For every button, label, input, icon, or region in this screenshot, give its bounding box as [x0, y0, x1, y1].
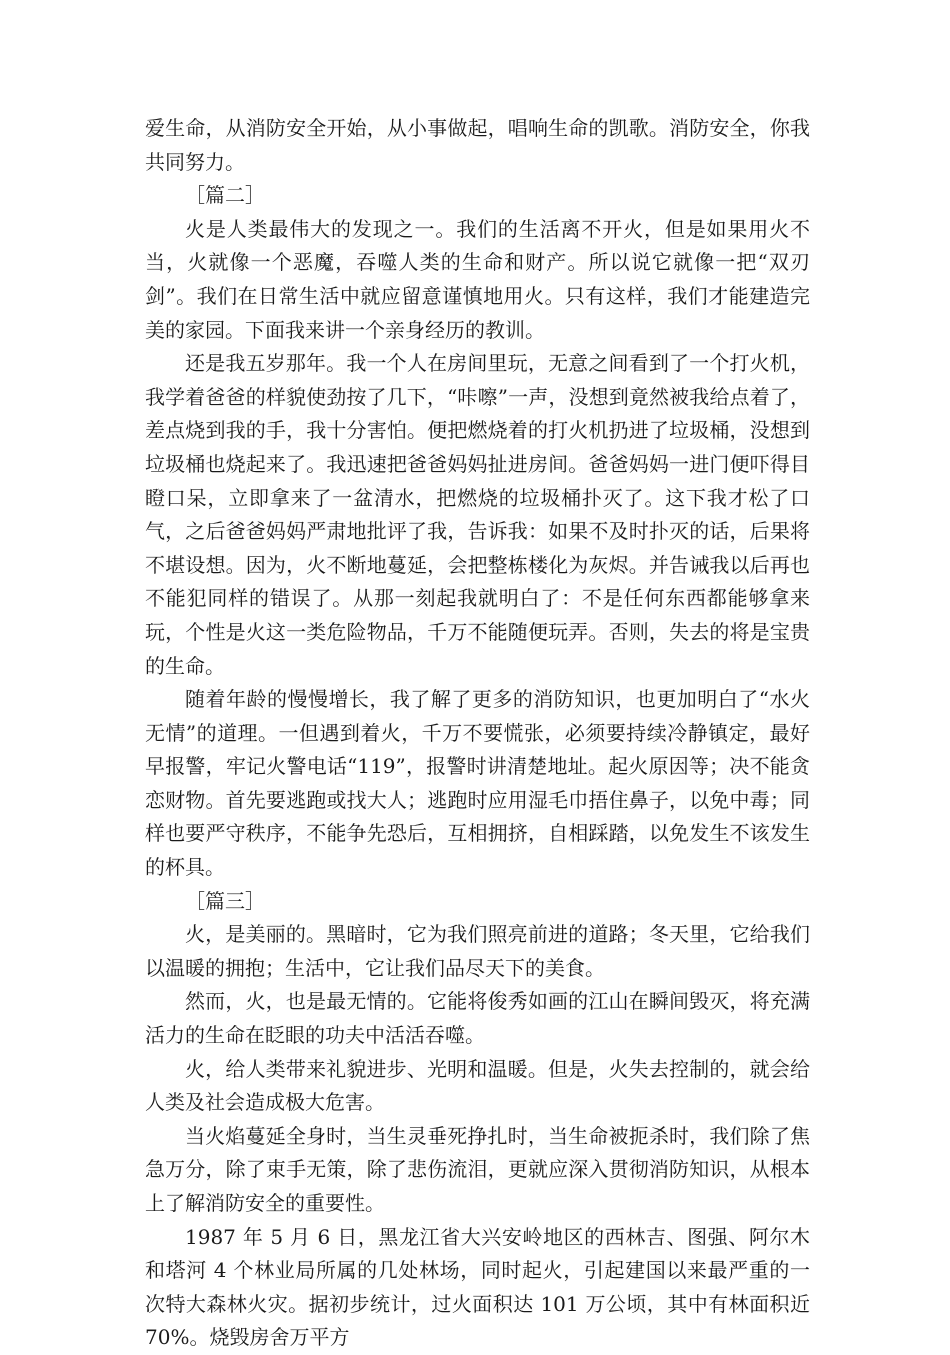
paragraph: 随着年龄的慢慢增长，我了解了更多的消防知识，也更加明白了“水火无情”的道理。一但遇到着火，千万不要慌张，必须要持续冷静镇定，最好早报警，牢记火警电话“119”，报警时讲清楚地址。起火原因等；决不能贪恋财物。首先要逃跑或找大人；逃跑时应用湿毛巾捂住鼻子，以免中毒；同样也要严守秩序，不能争先恐后，互相拥挤，自相踩踏，以免发生不该发生的杯具。: [145, 687, 810, 880]
section-heading-2: ［篇二］: [185, 183, 265, 208]
paragraph: 还是我五岁那年。我一个人在房间里玩，无意之间看到了一个打火机，我学着爸爸的样貌使劲按了几下，“咔嚓”一声，没想到竟然被我给点着了，差点烧到我的手，我十分害怕。便把燃烧着的打火机扔进了垃圾桶，没想到垃圾桶也烧起来了。我迅速把爸爸妈妈扯进房间。爸爸妈妈一进门便吓得目瞪口呆，立即拿来了一盆清水，把燃烧的垃圾桶扑灭了。这下我才松了口气，之后爸爸妈妈严肃地批评了我，告诉我：如果不及时扑灭的话，后果将不堪设想。因为，火不断地蔓延，会把整栋楼化为灰烬。并告诫我以后再也不能犯同样的错误了。从那一刻起我就明白了：不是任何东西都能够拿来玩，个性是火这一类危险物品，千万不能随便玩弄。否则，失去的将是宝贵的生命。: [145, 351, 810, 678]
paragraph: 火，是美丽的。黑暗时，它为我们照亮前进的道路；冬天里，它给我们以温暖的拥抱；生活中，它让我们品尽天下的美食。: [145, 922, 810, 980]
paragraph: 火是人类最伟大的发现之一。我们的生活离不开火，但是如果用火不当，火就像一个恶魔，吞噬人类的生命和财产。所以说它就像一把“双刃剑”。我们在日常生活中就应留意谨慎地用火。只有这样，我们才能建造完美的家园。下面我来讲一个亲身经历的教训。: [145, 216, 810, 342]
paragraph: 1987 年 5 月 6 日，黑龙江省大兴安岭地区的西林吉、图强、阿尔木和塔河 4 个林业局所属的几处林场，同时起火，引起建国以来最严重的一次特大森林火灾。据初步统计，过火面积达 101 万公顷，其中有林面积近 70%。烧毁房舍万平方: [145, 1224, 810, 1350]
paragraph: 火，给人类带来礼貌进步、光明和温暖。但是，火失去控制的，就会给人类及社会造成极大危害。: [145, 1056, 810, 1115]
paragraph-continuation: 爱生命，从消防安全开始，从小事做起，唱响生命的凯歌。消防安全，你我共同努力。: [145, 116, 810, 174]
paragraph: 当火焰蔓延全身时，当生灵垂死挣扎时，当生命被扼杀时，我们除了焦急万分，除了束手无策，除了悲伤流泪，更就应深入贯彻消防知识，从根本上了解消防安全的重要性。: [145, 1123, 810, 1215]
document-body: [145, 112, 810, 1355]
paragraph: 然而，火，也是最无情的。它能将俊秀如画的江山在瞬间毁灭，将充满活力的生命在眨眼的功夫中活活吞噬。: [145, 989, 810, 1048]
section-heading-3: ［篇三］: [185, 888, 265, 913]
